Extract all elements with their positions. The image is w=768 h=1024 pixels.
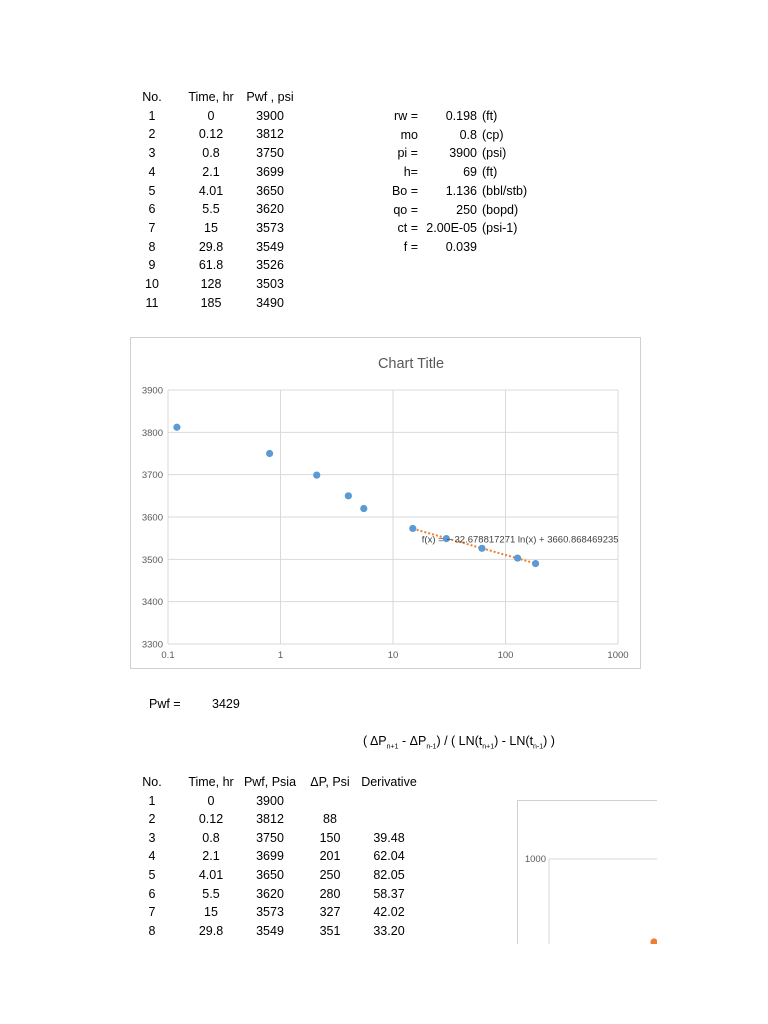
x-tick-label: 1000: [607, 650, 629, 661]
param-unit: (bbl/stb): [482, 183, 528, 198]
formula-open: (: [363, 734, 370, 748]
param-value: 1.136: [445, 183, 477, 198]
table1-cell: 3526: [256, 258, 284, 273]
table1-cell: 128: [200, 277, 222, 291]
table1-cell: 2: [148, 127, 156, 142]
table2-cell: 5: [148, 868, 156, 882]
param-unit: (psi-1): [482, 221, 518, 236]
table2-header: Derivative: [361, 775, 417, 789]
derivative-chart-partial: [517, 800, 657, 944]
y-tick-label: 3600: [141, 512, 163, 524]
chart-title: Chart Title: [377, 356, 445, 372]
param-unit: (cp): [482, 127, 504, 142]
y-tick-label: 3300: [141, 639, 163, 651]
table1-cell: 3750: [256, 146, 284, 161]
table1-cell: 8: [148, 239, 156, 254]
chart-svg: [131, 338, 640, 668]
table1-cell: 4.01: [198, 183, 224, 198]
table1-cell: 15: [204, 220, 218, 235]
param-unit: (bopd): [482, 202, 519, 217]
table1-cell: 11: [145, 295, 159, 310]
y-tick-label: 3900: [141, 385, 163, 397]
param-unit: (ft): [482, 165, 498, 180]
trendline-equation: f(x) = − 32.678817271 ln(x) + 3660.868469235: [421, 534, 619, 546]
formula-sub2: n-1: [426, 743, 437, 751]
semilog-chart: [130, 337, 641, 669]
param-label: f =: [403, 239, 418, 254]
table2-cell: 33.20: [373, 923, 405, 938]
table2-header: Pwf, Psia: [243, 775, 297, 789]
x-tick-label: 100: [497, 650, 514, 661]
param-label: Bo =: [391, 183, 418, 198]
table2-cell: 4.01: [198, 868, 224, 882]
table1-cell: 1: [148, 108, 156, 123]
formula-sub1: n+1: [386, 743, 399, 751]
table1-header: Time, hr: [188, 90, 234, 104]
table1-cell: 6: [148, 202, 156, 217]
table2-cell: 351: [319, 923, 341, 938]
table1-cell: 5: [148, 183, 156, 198]
param-value: 0.039: [445, 239, 477, 254]
param-value: 250: [456, 202, 477, 217]
formula-dp2: ΔP: [409, 734, 427, 748]
data-point: [173, 424, 180, 431]
param-label: mo: [400, 127, 418, 142]
table1-cell: 3549: [256, 239, 284, 254]
table1-cell: 3900: [256, 108, 284, 123]
table1-cell: 10: [145, 277, 159, 291]
formula-close: ) ): [543, 734, 555, 748]
data-point: [478, 545, 485, 552]
pwf-value: 3429: [212, 697, 240, 711]
table2-cell: 7: [148, 905, 156, 920]
table2-cell: 3549: [256, 923, 284, 938]
table2-cell: 0.12: [198, 812, 224, 827]
table1-cell: 3: [148, 146, 156, 161]
data-point: [409, 525, 416, 532]
chart2-svg: [518, 801, 657, 944]
table2-cell: 6: [148, 886, 156, 901]
table1-cell: 29.8: [198, 239, 224, 254]
table2-cell: 3573: [256, 905, 284, 920]
derivative-formula: [363, 734, 555, 751]
formula-mid: ) / ( LN(t: [436, 734, 483, 748]
table1-cell: 0.8: [202, 146, 220, 161]
data-point: [313, 471, 320, 478]
data-point: [266, 450, 273, 457]
table2-cell: 327: [319, 905, 341, 920]
table1-cell: 61.8: [198, 258, 224, 273]
table2-header: No.: [142, 775, 162, 789]
table2-cell: 15: [204, 905, 218, 920]
table1-cell: 4: [148, 164, 156, 179]
table2-cell: 0: [207, 793, 215, 808]
table1-cell: 3812: [256, 127, 284, 142]
y-tick-label: 3800: [141, 427, 163, 439]
table2-cell: 3: [148, 830, 156, 845]
table2-header: Time, hr: [188, 775, 234, 789]
y-tick-label: 3500: [141, 554, 163, 566]
table2-cell: 250: [319, 868, 341, 882]
table1-header: Pwf , psi: [246, 90, 294, 104]
formula-dp1: ΔP: [369, 734, 387, 748]
formula-minus2: ) - LN(t: [494, 734, 534, 748]
pwf-label: Pwf =: [149, 697, 181, 711]
x-tick-label: 10: [387, 650, 399, 661]
data-point: [650, 938, 657, 944]
table2-cell: 1: [148, 793, 156, 808]
table2-header: ΔP, Psi: [310, 775, 350, 789]
formula-sub3: n+1: [482, 743, 495, 751]
table1-cell: 3490: [256, 295, 284, 310]
param-label: qo =: [393, 202, 418, 217]
table1-cell: 0.12: [198, 127, 224, 142]
data-point: [360, 505, 367, 512]
data-point: [532, 560, 539, 567]
table2-cell: 2.1: [202, 849, 220, 864]
param-value: 0.8: [459, 127, 477, 142]
table2-cell: 3620: [256, 886, 284, 901]
table1-cell: 7: [148, 220, 156, 235]
table1-cell: 9: [148, 258, 156, 273]
table2-cell: 3750: [256, 830, 284, 845]
table2-cell: 8: [148, 923, 156, 938]
param-unit: (ft): [482, 109, 498, 123]
table2-cell: 0.8: [202, 830, 220, 845]
table2-cell: 201: [319, 849, 341, 864]
param-label: ct =: [397, 221, 418, 236]
data-point: [345, 492, 352, 499]
param-label: rw =: [394, 109, 418, 123]
y-tick-label: 1000: [524, 854, 546, 865]
x-tick-label: 1: [277, 650, 284, 661]
table1-cell: 3573: [256, 220, 284, 235]
param-value: 3900: [449, 146, 477, 161]
table1-header: No.: [142, 90, 162, 104]
table2-cell: 280: [319, 886, 341, 901]
table1-cell: 3650: [256, 183, 284, 198]
formula-sub4: n-1: [533, 743, 544, 751]
table2-cell: 2: [148, 812, 156, 827]
param-value: 0.198: [445, 109, 477, 123]
table2-cell: 82.05: [373, 868, 405, 882]
y-tick-label: 3700: [141, 470, 163, 482]
table2-cell: 29.8: [198, 923, 224, 938]
table1-cell: 3620: [256, 202, 284, 217]
data-point: [514, 554, 521, 561]
table1-cell: 5.5: [202, 202, 220, 217]
table2-cell: 88: [323, 812, 337, 827]
table1-cell: 0: [207, 108, 215, 123]
param-value: 69: [463, 165, 477, 180]
table2-cell: 3900: [256, 793, 284, 808]
y-tick-label: 3400: [141, 597, 163, 609]
table2-cell: 62.04: [373, 849, 405, 864]
table1-cell: 2.1: [202, 164, 220, 179]
table2-cell: 150: [319, 830, 341, 845]
table1-cell: 3503: [256, 277, 284, 291]
table1-cell: 3699: [256, 164, 284, 179]
table1-cell: 185: [200, 295, 222, 310]
param-label: pi =: [397, 146, 418, 161]
table2-cell: 3650: [256, 868, 284, 882]
table2-cell: 42.02: [373, 905, 405, 920]
x-tick-label: 0.1: [161, 650, 175, 661]
param-label: h=: [403, 165, 418, 180]
table2-cell: 39.48: [373, 830, 405, 845]
table2-cell: 4: [148, 849, 156, 864]
table2-cell: 3699: [256, 849, 284, 864]
formula-minus1: -: [398, 734, 410, 748]
param-unit: (psi): [482, 146, 507, 161]
table2-cell: 3812: [256, 812, 284, 827]
param-value: 2.00E-05: [426, 221, 477, 236]
table2-cell: 58.37: [373, 886, 405, 901]
table2-cell: 5.5: [202, 886, 220, 901]
